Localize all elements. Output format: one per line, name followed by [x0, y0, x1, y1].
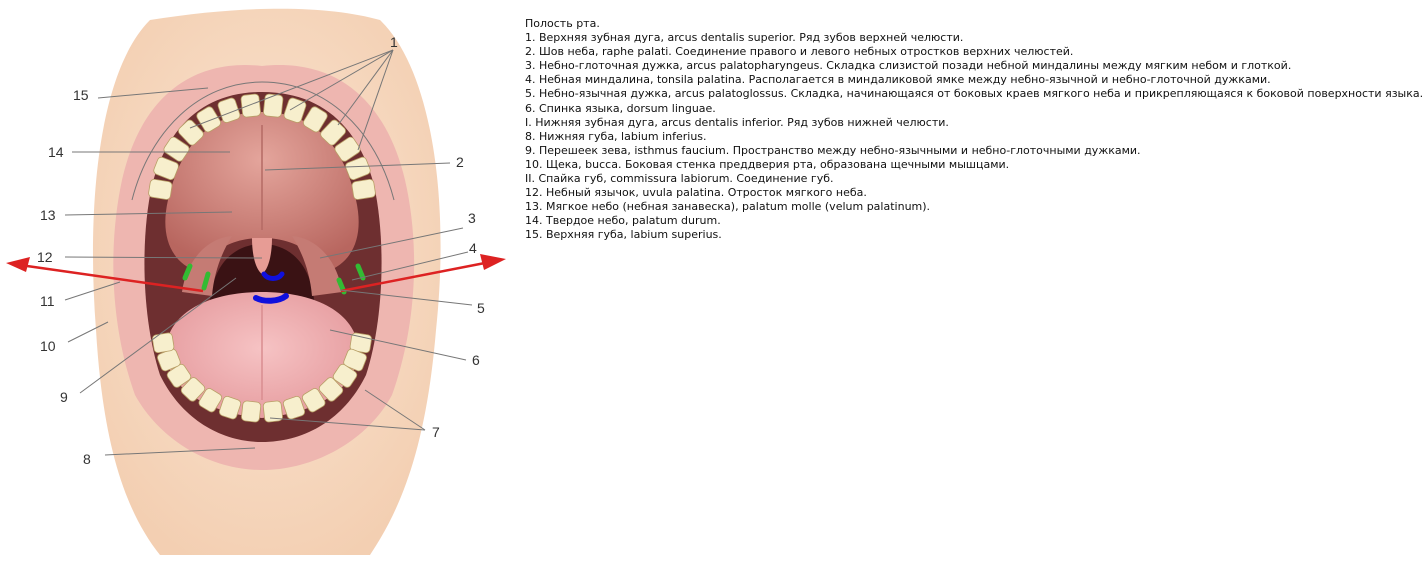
callout-7: 7 — [432, 424, 440, 440]
callout-5: 5 — [477, 300, 485, 316]
callout-2: 2 — [456, 154, 464, 170]
callout-13: 13 — [40, 207, 56, 223]
callout-10: 10 — [40, 338, 56, 354]
callout-6: 6 — [472, 352, 480, 368]
legend-title: Полость рта. — [525, 17, 600, 30]
legend-item: 6. Спинка языка, dorsum linguae. — [525, 101, 716, 115]
legend-item: 5. Небно-язычная дужка, arcus palatoglossus. Складка, начинающаяся от боковых краев мягкого неба и прикрепляющаяся к боковой поверхности языка. — [525, 87, 1424, 101]
legend-item: 4. Небная миндалина, tonsila palatina. Располагается в миндаликовой ямке между небно-язычной и небно-глоточной дужками. — [525, 73, 1271, 87]
callout-14: 14 — [48, 144, 64, 160]
callout-3: 3 — [468, 210, 476, 226]
legend-item: 8. Нижняя губа, labium inferius. — [525, 129, 707, 143]
legend-item: 12. Небный язычок, uvula palatina. Отросток мягкого неба. — [525, 186, 867, 200]
legend-list — [525, 31, 1424, 242]
legend-item: 13. Мягкое небо (небная занавеска), palatum molle (velum palatinum). — [525, 200, 931, 214]
tooth — [241, 401, 261, 423]
legend-item: 2. Шов неба, raphe palati. Соединение правого и левого небных отростков верхних челюстей. — [525, 45, 1074, 59]
mouth-diagram — [0, 0, 520, 562]
callout-4: 4 — [469, 240, 477, 256]
legend-item: II. Спайка губ, commissura labiorum. Соединение губ. — [525, 172, 834, 186]
legend-item: 1. Верхняя зубная дуга, arcus dentalis superior. Ряд зубов верхней челюсти. — [525, 31, 964, 45]
callout-9: 9 — [60, 389, 68, 405]
tooth — [351, 179, 376, 200]
legend-item: I. Нижняя зубная дуга, arcus dentalis inferior. Ряд зубов нижней челюсти. — [525, 115, 949, 129]
legend-item: 10. Щека, bucca. Боковая стенка преддверия рта, образована щечными мышцами. — [525, 157, 1010, 171]
legend-item: 14. Твердое небо, palatum durum. — [525, 214, 721, 228]
legend — [525, 17, 1424, 243]
tooth — [148, 179, 173, 200]
tooth — [241, 94, 261, 118]
callout-12: 12 — [37, 249, 53, 265]
callout-1: 1 — [390, 34, 398, 50]
legend-item: 15. Верхняя губа, labium superius. — [525, 228, 722, 242]
callout-8: 8 — [83, 451, 91, 467]
tooth — [152, 332, 175, 353]
legend-item: 3. Небно-глоточная дужка, arcus palatopharyngeus. Складка слизистой позади небной миндалины между мягким небом и глоткой. — [525, 59, 1292, 73]
tooth — [263, 94, 283, 118]
callout-15: 15 — [73, 87, 89, 103]
callout-11: 11 — [40, 293, 55, 309]
legend-item: 9. Перешеек зева, isthmus faucium. Пространство между небно-язычными и небно-глоточными дужками. — [525, 143, 1141, 157]
